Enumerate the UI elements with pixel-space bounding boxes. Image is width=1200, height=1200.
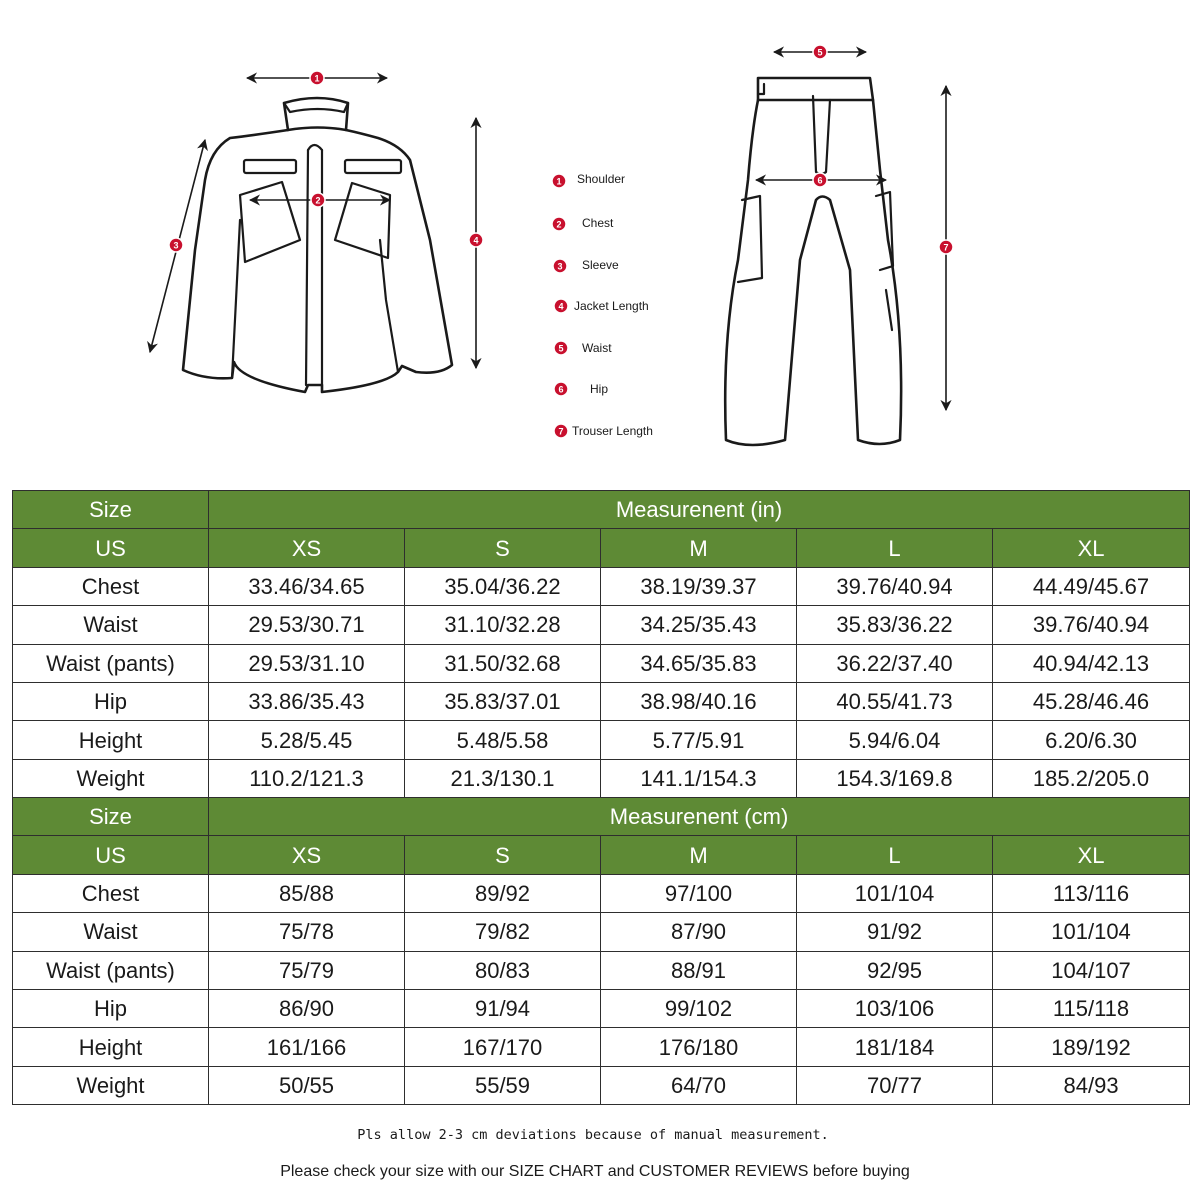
svg-text:6: 6	[817, 175, 823, 186]
table-cell: 88/91	[601, 951, 797, 989]
table-row	[13, 682, 1190, 720]
row-label: Chest	[13, 567, 209, 605]
table-cell: 92/95	[797, 951, 993, 989]
svg-text:3: 3	[557, 261, 563, 272]
table-cell: 29.53/31.10	[209, 644, 405, 682]
size-table-inches	[12, 490, 1190, 798]
row-label: Height	[13, 1028, 209, 1066]
svg-text:1: 1	[314, 73, 320, 84]
table-cell: 40.55/41.73	[797, 682, 993, 720]
table-cell: 36.22/37.40	[797, 644, 993, 682]
table-cell: 33.86/35.43	[209, 682, 405, 720]
table-cell: 40.94/42.13	[993, 644, 1190, 682]
table-row	[13, 721, 1190, 759]
svg-text:1: 1	[556, 176, 562, 187]
table-row	[13, 989, 1190, 1027]
legend-item-shoulder	[552, 172, 625, 188]
table-cell: 75/79	[209, 951, 405, 989]
row-label: Weight	[13, 759, 209, 797]
svg-text:7: 7	[558, 426, 564, 437]
table-cell: 91/94	[405, 989, 601, 1027]
legend-item-trouser-length	[554, 424, 653, 438]
table-cell: 103/106	[797, 989, 993, 1027]
size-l: L	[797, 529, 993, 567]
size-xl: XL	[993, 529, 1190, 567]
svg-text:Sleeve: Sleeve	[582, 258, 619, 272]
table-cell: 85/88	[209, 874, 405, 912]
svg-text:Chest: Chest	[582, 216, 614, 230]
size-check-note: Please check your size with our SIZE CHART and CUSTOMER REVIEWS before buying	[280, 1163, 910, 1180]
table-cell: 44.49/45.67	[993, 567, 1190, 605]
table-row	[13, 644, 1190, 682]
legend-item-waist	[554, 341, 612, 355]
table-cell: 39.76/40.94	[797, 567, 993, 605]
svg-text:Trouser Length: Trouser Length	[572, 424, 653, 438]
table-row	[13, 606, 1190, 644]
table-cell: 101/104	[993, 913, 1190, 951]
table-row	[13, 567, 1190, 605]
table-cell: 34.25/35.43	[601, 606, 797, 644]
marker-2	[311, 193, 325, 207]
row-label: Waist	[13, 606, 209, 644]
legend-item-chest	[552, 216, 614, 231]
table-cell: 70/77	[797, 1066, 993, 1104]
legend-item-jacket-length	[554, 299, 649, 313]
row-label: Hip	[13, 989, 209, 1027]
table-cell: 50/55	[209, 1066, 405, 1104]
table-cell: 115/118	[993, 989, 1190, 1027]
table-cell: 167/170	[405, 1028, 601, 1066]
svg-text:Waist: Waist	[582, 341, 612, 355]
table-cell: 189/192	[993, 1028, 1190, 1066]
legend-item-sleeve	[553, 258, 619, 273]
table-cell: 31.10/32.28	[405, 606, 601, 644]
table-row	[13, 913, 1190, 951]
row-label: Hip	[13, 682, 209, 720]
size-header: Size	[13, 491, 209, 529]
trousers-illustration	[725, 78, 901, 445]
table-cell: 45.28/46.46	[993, 682, 1190, 720]
table-cell: 113/116	[993, 874, 1190, 912]
measurement-diagram	[0, 0, 1200, 480]
row-label: Waist (pants)	[13, 644, 209, 682]
table-cell: 34.65/35.83	[601, 644, 797, 682]
svg-text:4: 4	[558, 301, 564, 312]
table-cell: 5.94/6.04	[797, 721, 993, 759]
table-cell: 29.53/30.71	[209, 606, 405, 644]
row-label: Waist (pants)	[13, 951, 209, 989]
size-l: L	[797, 836, 993, 874]
table-cell: 35.83/36.22	[797, 606, 993, 644]
table-size-row	[13, 836, 1190, 874]
svg-text:7: 7	[943, 242, 949, 253]
table-cell: 89/92	[405, 874, 601, 912]
table-cell: 176/180	[601, 1028, 797, 1066]
table-cell: 5.48/5.58	[405, 721, 601, 759]
svg-text:2: 2	[556, 219, 562, 230]
jacket-illustration	[183, 98, 452, 392]
table-cell: 21.3/130.1	[405, 759, 601, 797]
measurement-header: Measurenent (in)	[209, 491, 1190, 529]
table-row	[13, 874, 1190, 912]
size-xs: XS	[209, 836, 405, 874]
marker-1	[310, 71, 324, 85]
marker-4	[469, 233, 483, 247]
size-m: M	[601, 836, 797, 874]
table-cell: 80/83	[405, 951, 601, 989]
table-cell: 6.20/6.30	[993, 721, 1190, 759]
table-row	[13, 951, 1190, 989]
row-label: Waist	[13, 913, 209, 951]
table-row	[13, 759, 1190, 797]
row-label: Weight	[13, 1066, 209, 1104]
table-cell: 55/59	[405, 1066, 601, 1104]
table-cell: 181/184	[797, 1028, 993, 1066]
table-cell: 185.2/205.0	[993, 759, 1190, 797]
table-cell: 101/104	[797, 874, 993, 912]
marker-3	[169, 238, 183, 252]
table-cell: 79/82	[405, 913, 601, 951]
table-cell: 64/70	[601, 1066, 797, 1104]
table-cell: 91/92	[797, 913, 993, 951]
table-cell: 35.83/37.01	[405, 682, 601, 720]
us-header: US	[13, 836, 209, 874]
marker-5	[813, 45, 827, 59]
table-cell: 39.76/40.94	[993, 606, 1190, 644]
table-cell: 38.19/39.37	[601, 567, 797, 605]
svg-text:2: 2	[315, 195, 321, 206]
table-cell: 110.2/121.3	[209, 759, 405, 797]
size-xs: XS	[209, 529, 405, 567]
svg-text:Hip: Hip	[590, 382, 609, 396]
svg-text:6: 6	[558, 384, 564, 395]
table-cell: 161/166	[209, 1028, 405, 1066]
svg-text:5: 5	[817, 47, 823, 58]
table-cell: 31.50/32.68	[405, 644, 601, 682]
svg-text:3: 3	[173, 240, 179, 251]
table-cell: 5.77/5.91	[601, 721, 797, 759]
table-cell: 35.04/36.22	[405, 567, 601, 605]
svg-text:Shoulder: Shoulder	[577, 172, 626, 186]
svg-text:5: 5	[558, 343, 564, 354]
table-cell: 104/107	[993, 951, 1190, 989]
table-row	[13, 1066, 1190, 1104]
table-cell: 99/102	[601, 989, 797, 1027]
marker-6	[813, 173, 827, 187]
table-cell: 38.98/40.16	[601, 682, 797, 720]
legend-item-hip	[554, 382, 608, 396]
table-header-row	[13, 491, 1190, 529]
measurement-header: Measurenent (cm)	[209, 798, 1190, 836]
table-cell: 97/100	[601, 874, 797, 912]
size-s: S	[405, 529, 601, 567]
row-label: Height	[13, 721, 209, 759]
table-row	[13, 1028, 1190, 1066]
table-cell: 87/90	[601, 913, 797, 951]
legend	[552, 172, 653, 438]
size-m: M	[601, 529, 797, 567]
marker-7	[939, 240, 953, 254]
table-header-row	[13, 798, 1190, 836]
us-header: US	[13, 529, 209, 567]
table-cell: 154.3/169.8	[797, 759, 993, 797]
size-table-cm	[12, 797, 1190, 1105]
table-cell: 5.28/5.45	[209, 721, 405, 759]
deviation-note: Pls allow 2-3 cm deviations because of manual measurement.	[357, 1127, 829, 1143]
size-xl: XL	[993, 836, 1190, 874]
row-label: Chest	[13, 874, 209, 912]
table-cell: 75/78	[209, 913, 405, 951]
table-cell: 86/90	[209, 989, 405, 1027]
table-cell: 84/93	[993, 1066, 1190, 1104]
table-cell: 141.1/154.3	[601, 759, 797, 797]
table-cell: 33.46/34.65	[209, 567, 405, 605]
svg-text:Jacket Length: Jacket Length	[574, 299, 649, 313]
size-s: S	[405, 836, 601, 874]
svg-text:4: 4	[473, 235, 479, 246]
table-size-row	[13, 529, 1190, 567]
size-header: Size	[13, 798, 209, 836]
